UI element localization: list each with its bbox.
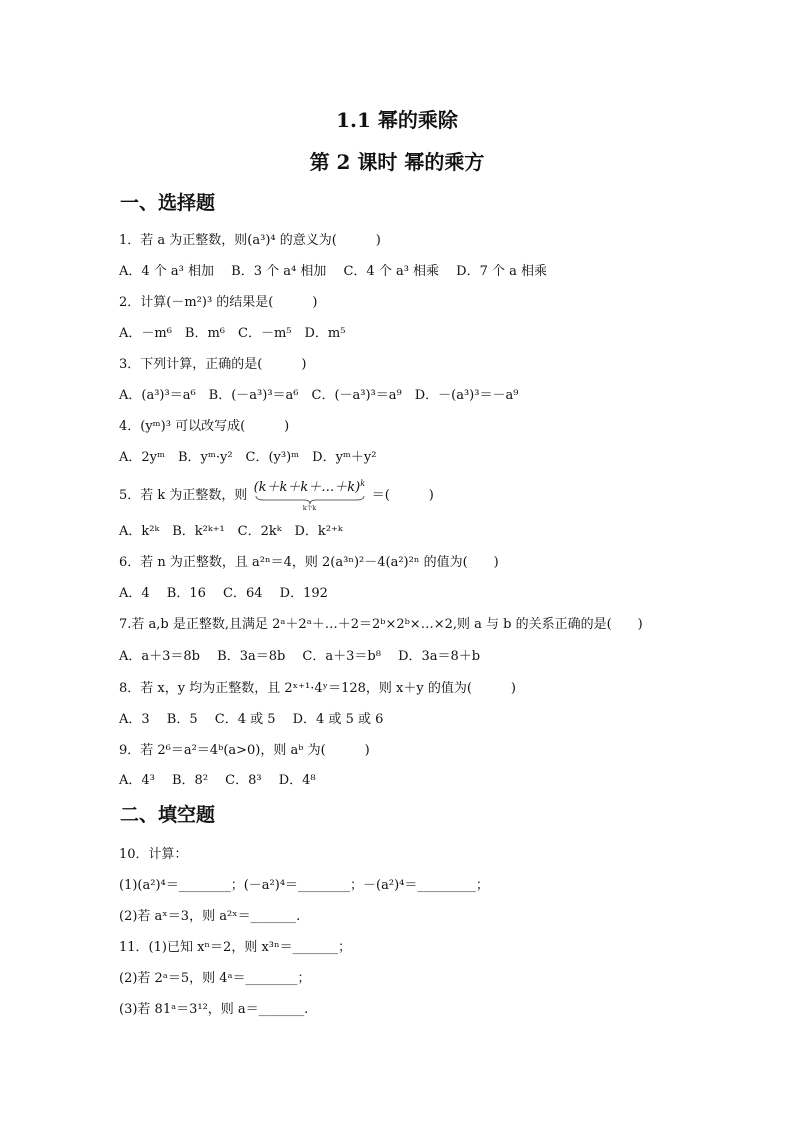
underbrace-expression-text: (k＋k＋k＋…＋k) [253, 480, 361, 495]
question-3-stem: 3．下列计算，正确的是( ) [119, 357, 307, 372]
page-subtitle: 第 2 课时 幂的乘方 [309, 150, 485, 174]
question-5-underbrace-expression [253, 476, 366, 512]
question-5-stem [119, 476, 434, 512]
question-11-part-3: (3)若 81ᵃ＝3¹²，则 a＝_______. [119, 1002, 309, 1017]
question-9-stem: 9．若 2⁶＝a²＝4ᵇ(a>0)，则 aᵇ 为( ) [119, 743, 370, 758]
question-11-part-1: 11．(1)已知 xⁿ＝2，则 x³ⁿ＝_______； [119, 940, 352, 955]
underbrace-exponent: k [360, 479, 366, 488]
question-1-options: A．4 个 a³ 相加 B．3 个 a⁴ 相加 C．4 个 a³ 相乘 D．7 个 a 相乘 [119, 264, 548, 279]
question-1-stem: 1．若 a 为正整数，则(a³)⁴ 的意义为( ) [119, 233, 381, 248]
question-10-stem: 10．计算： [119, 847, 188, 862]
question-5-prefix: 5．若 k 为正整数，则 [119, 488, 248, 503]
page-title: 1.1 幂的乘除 [336, 108, 458, 132]
question-9-options: A．4³ B．8² C．8³ D．4⁸ [119, 773, 316, 788]
question-8-options: A．3 B．5 C．4 或 5 D．4 或 5 或 6 [119, 712, 384, 727]
section-heading-fill: 二、填空题 [120, 804, 216, 826]
question-11-part-2: (2)若 2ᵃ＝5，则 4ᵃ＝________； [119, 971, 311, 986]
question-10-part-1: (1)(a²)⁴＝________；(－a²)⁴＝________；－(a²)⁴＝_________； [119, 878, 489, 893]
question-5-options: A．k²ᵏ B．k²ᵏ⁺¹ C．2kᵏ D．k²⁺ᵏ [119, 524, 343, 539]
question-3-options: A．(a³)³＝a⁶ B．(－a³)³＝a⁶ C．(－a³)³＝a⁹ D．－(a³)³＝－a⁹ [119, 388, 519, 403]
question-2-stem: 2．计算(－m²)³ 的结果是( ) [119, 295, 318, 310]
question-7-stem: 7.若 a,b 是正整数,且满足 2ᵃ＋2ᵃ＋…＋2＝2ᵇ×2ᵇ×…×2,则 a 与 b 的关系正确的是( ) [119, 617, 643, 632]
question-8-stem: 8．若 x，y 均为正整数，且 2ˣ⁺¹·4ʸ＝128，则 x＋y 的值为( ) [119, 681, 517, 696]
underbrace-label: k个k [302, 505, 317, 512]
question-5-suffix: ＝( ) [371, 488, 434, 503]
section-heading-choice: 一、选择题 [120, 192, 216, 214]
question-6-options: A．4 B．16 C．64 D．192 [119, 586, 328, 601]
question-4-stem: 4．(yᵐ)³ 可以改写成( ) [119, 419, 290, 434]
question-2-options: A．－m⁶ B．m⁶ C．－m⁵ D．m⁵ [119, 326, 346, 341]
question-4-options: A．2yᵐ B．yᵐ·y² C．(y³)ᵐ D．yᵐ＋y² [119, 450, 377, 465]
question-7-options: A．a＋3＝8b B．3a＝8b C．a＋3＝b⁸ D．3a＝8＋b [119, 649, 481, 664]
question-10-part-2: (2)若 aˣ＝3，则 a²ˣ＝_______. [119, 909, 301, 924]
question-6-stem: 6．若 n 为正整数，且 a²ⁿ＝4，则 2(a³ⁿ)²－4(a²)²ⁿ 的值为( ) [119, 555, 499, 570]
